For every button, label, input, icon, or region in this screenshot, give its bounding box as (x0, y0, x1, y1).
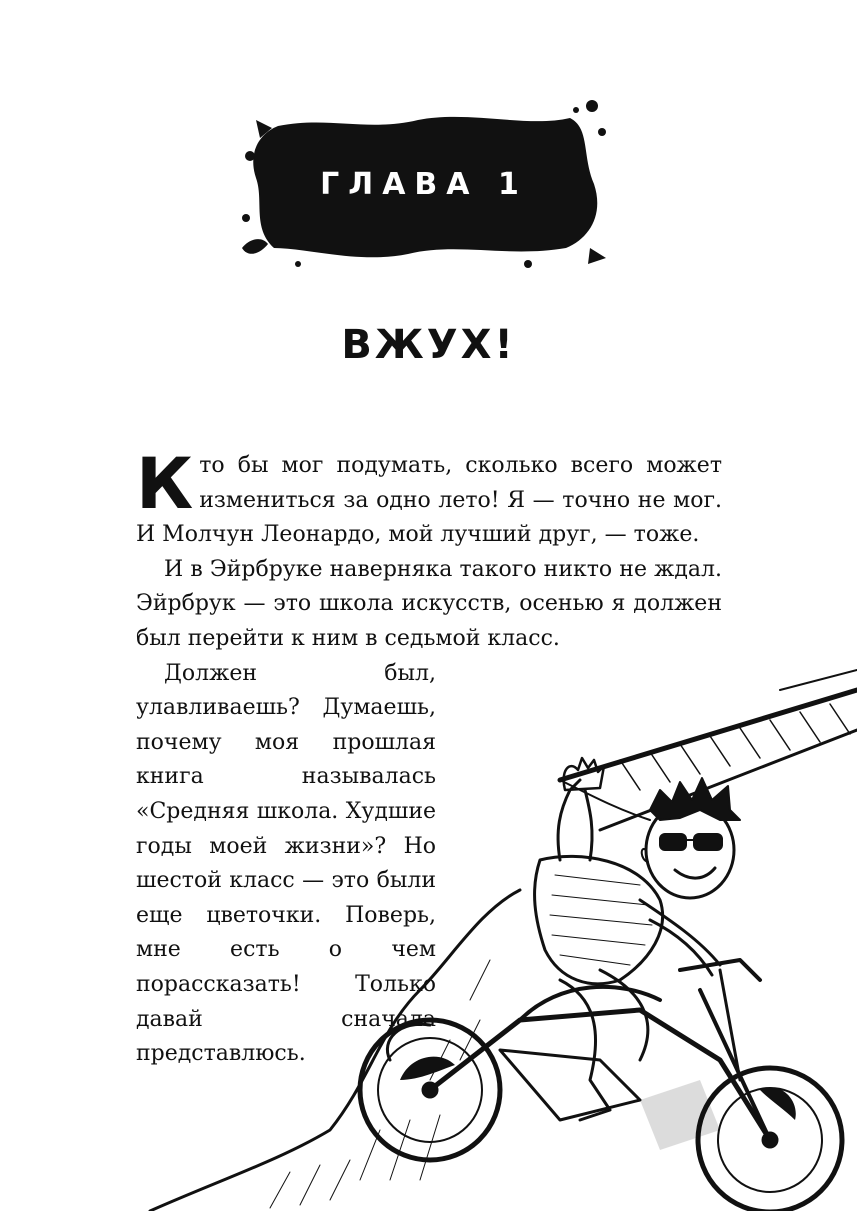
boy-on-motorcycle-illustration (0, 660, 857, 1211)
chapter-label: ГЛАВА 1 (320, 166, 528, 202)
drop-cap: К (136, 443, 194, 525)
paragraph-2: И в Эйрбруке наверняка такого никто не ждал. Эйрбрук — это школа искусств, осенью я должен был перейти к ним в седьмой класс. (136, 556, 722, 651)
chapter-title: ВЖУХ! (341, 322, 516, 368)
paragraph-3: Должен был, улавливаешь? Думаешь, почему моя прошлая книга называлась «Средняя школа. Худшие годы моей жизни»? Но шестой класс — это были еще цветочки. Поверь, мне есть о чем порассказать! Только давай сначала представлюсь. (136, 660, 436, 1067)
chapter-badge (238, 98, 610, 270)
paragraph-1 (136, 443, 722, 553)
paragraph-1-text: то бы мог подумать, сколько всего может измениться за одно лето! Я — точно не мог. И Молчун Леонардо, мой лучший друг, — тоже. (136, 453, 722, 548)
